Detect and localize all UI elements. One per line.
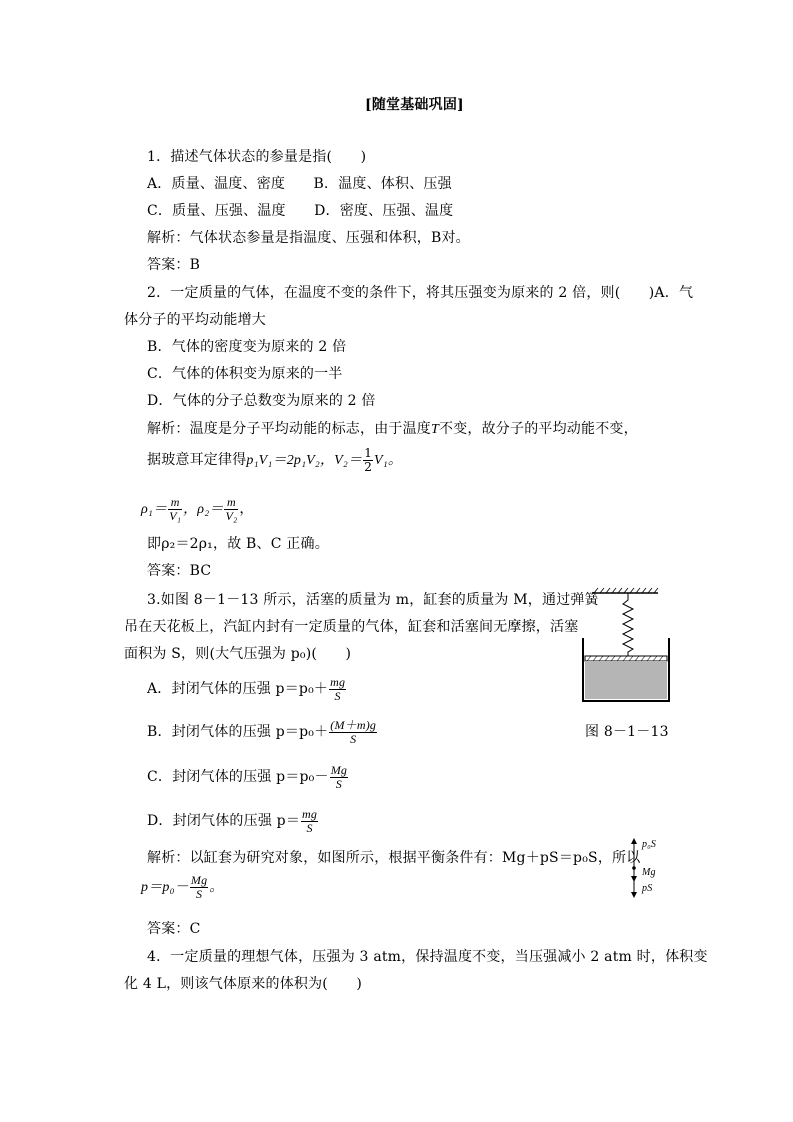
q3-stem-line2: 吊在天花板上，汽缸内封有一定质量的气体，缸套和活塞间无摩擦，活塞 bbox=[124, 619, 579, 635]
force-label-mg: Mg bbox=[642, 867, 656, 878]
q2-result: 即ρ₂＝2ρ₁，故 B、C 正确。 bbox=[147, 536, 329, 552]
q2-half-den: 2 bbox=[364, 459, 373, 474]
q2-option-c: C．气体的体积变为原来的一半 bbox=[147, 366, 343, 382]
q2-option-d: D．气体的分子总数变为原来的 2 倍 bbox=[147, 393, 376, 409]
section-title: [随堂基础巩固] bbox=[365, 97, 464, 113]
arrow-up-icon bbox=[631, 838, 637, 844]
q3-option-d-text: D．封闭气体的压强 p＝ bbox=[147, 813, 301, 829]
q3-option-b-num: (M＋m)g bbox=[330, 717, 377, 732]
q2-rho2-den: V₂ bbox=[225, 508, 238, 523]
q3-option-c bbox=[147, 762, 349, 792]
q2-density-line bbox=[141, 494, 254, 525]
q2-half-num: 1 bbox=[364, 445, 373, 460]
q3-answer: 答案：C bbox=[147, 921, 201, 937]
arrow-down-icon bbox=[631, 876, 637, 882]
q2-rho-tail: ， bbox=[239, 501, 254, 517]
q2-rho2-num: m bbox=[224, 496, 238, 510]
q3-stem-line1: 3.如图 8－1－13 所示，活塞的质量为 m，缸套的质量为 M，通过弹簧 bbox=[147, 592, 599, 608]
q2-rho1-fraction bbox=[168, 496, 182, 523]
q3-option-b bbox=[147, 717, 378, 747]
q3-option-b-fraction bbox=[329, 719, 377, 746]
q3-option-b-den: S bbox=[350, 731, 357, 746]
q3-option-c-text: C．封闭气体的压强 p＝p₀－ bbox=[147, 769, 329, 785]
q3-stem-line3: 面积为 S，则(大气压强为 p₀)( ) bbox=[124, 646, 352, 662]
q2-rho1-num: m bbox=[168, 496, 182, 510]
q2-rho1: ρ₁＝ bbox=[141, 502, 168, 517]
q4-stem-line1: 4．一定质量的理想气体，压强为 3 atm，保持温度不变，当压强减小 2 atm 时，体积变 bbox=[147, 949, 708, 965]
q3-option-d-den: S bbox=[306, 820, 313, 835]
figure-caption: 图 8－1－13 bbox=[585, 724, 669, 740]
q2-analysis-line1 bbox=[147, 420, 638, 439]
q3-option-a-num: mg bbox=[330, 674, 346, 689]
q3-analysis-fraction bbox=[190, 874, 208, 901]
q3-analysis-den: S bbox=[195, 887, 203, 902]
q1-analysis: 解析：气体状态参量是指温度、压强和体积，B对。 bbox=[147, 230, 470, 246]
q1-stem: 1．描述气体状态的参量是指( ) bbox=[147, 149, 367, 165]
force-label-p0s: p₀S bbox=[642, 839, 657, 850]
q2-analysis-text-b: 不变，故分子的平均动能不变， bbox=[439, 421, 638, 437]
q4-stem-line2: 化 4 L，则该气体原来的体积为( ) bbox=[124, 976, 363, 992]
q3-analysis-text: p＝p₀－ bbox=[141, 880, 189, 895]
q2-stem-line2: 体分子的平均动能增大 bbox=[124, 312, 266, 328]
q2-rho1-den: V₁ bbox=[169, 508, 182, 523]
force-diagram bbox=[628, 838, 640, 900]
q3-option-a bbox=[147, 674, 347, 704]
q3-option-c-fraction bbox=[330, 764, 348, 791]
q2-half-fraction bbox=[363, 447, 373, 474]
q3-option-c-num: Mg bbox=[330, 762, 348, 777]
q2-rho2-fraction bbox=[224, 496, 238, 523]
q3-option-a-den: S bbox=[334, 688, 341, 703]
q2-boyle-text: 据玻意耳定律得 bbox=[147, 452, 247, 468]
q2-stem-line1: 2．一定质量的气体，在温度不变的条件下，将其压强变为原来的 2 倍，则( )A．气 bbox=[147, 285, 694, 301]
q3-analysis-line1: 解析：以缸套为研究对象，如图所示，根据平衡条件有：Mg＋pS＝p₀S，所以 bbox=[147, 850, 641, 866]
q3-option-c-den: S bbox=[335, 776, 342, 791]
force-point bbox=[632, 866, 636, 870]
enclosed-gas bbox=[585, 661, 667, 699]
q3-option-a-fraction bbox=[329, 676, 346, 703]
q1-options-ab: A．质量、温度、密度 B．温度、体积、压强 bbox=[147, 176, 452, 192]
q3-option-d-num: mg bbox=[302, 806, 318, 821]
q3-analysis-tail: 。 bbox=[209, 880, 224, 895]
q2-rho2: ，ρ₂＝ bbox=[183, 502, 224, 517]
q3-analysis-line2 bbox=[141, 873, 223, 903]
q2-option-b: B．气体的密度变为原来的 2 倍 bbox=[147, 339, 347, 355]
force-label-ps: pS bbox=[642, 883, 653, 894]
q2-boyle-equation: p₁V₁＝2p₁V₂，V₂＝ bbox=[246, 453, 363, 468]
cylinder-spring-figure bbox=[580, 586, 670, 706]
q2-analysis-line2 bbox=[147, 446, 402, 475]
q3-option-a-text: A．封闭气体的压强 p＝p₀＋ bbox=[147, 681, 329, 697]
q1-answer: 答案：B bbox=[147, 257, 201, 273]
q2-answer: 答案：BC bbox=[147, 563, 212, 579]
q2-boyle-tail: V₁。 bbox=[374, 453, 403, 468]
q1-options-cd: C．质量、压强、温度 D．密度、压强、温度 bbox=[147, 203, 454, 219]
q3-option-d bbox=[147, 806, 319, 836]
q3-option-b-text: B．封闭气体的压强 p＝p₀＋ bbox=[147, 724, 329, 740]
q2-analysis-text-a: 解析：温度是分子平均动能的标志，由于温度 bbox=[147, 421, 431, 437]
q2-analysis-symbol-t: T bbox=[431, 422, 439, 437]
q3-option-d-fraction bbox=[301, 808, 318, 835]
q3-analysis-num: Mg bbox=[190, 873, 208, 888]
spring bbox=[623, 593, 633, 656]
arrow-down-icon bbox=[631, 892, 637, 898]
